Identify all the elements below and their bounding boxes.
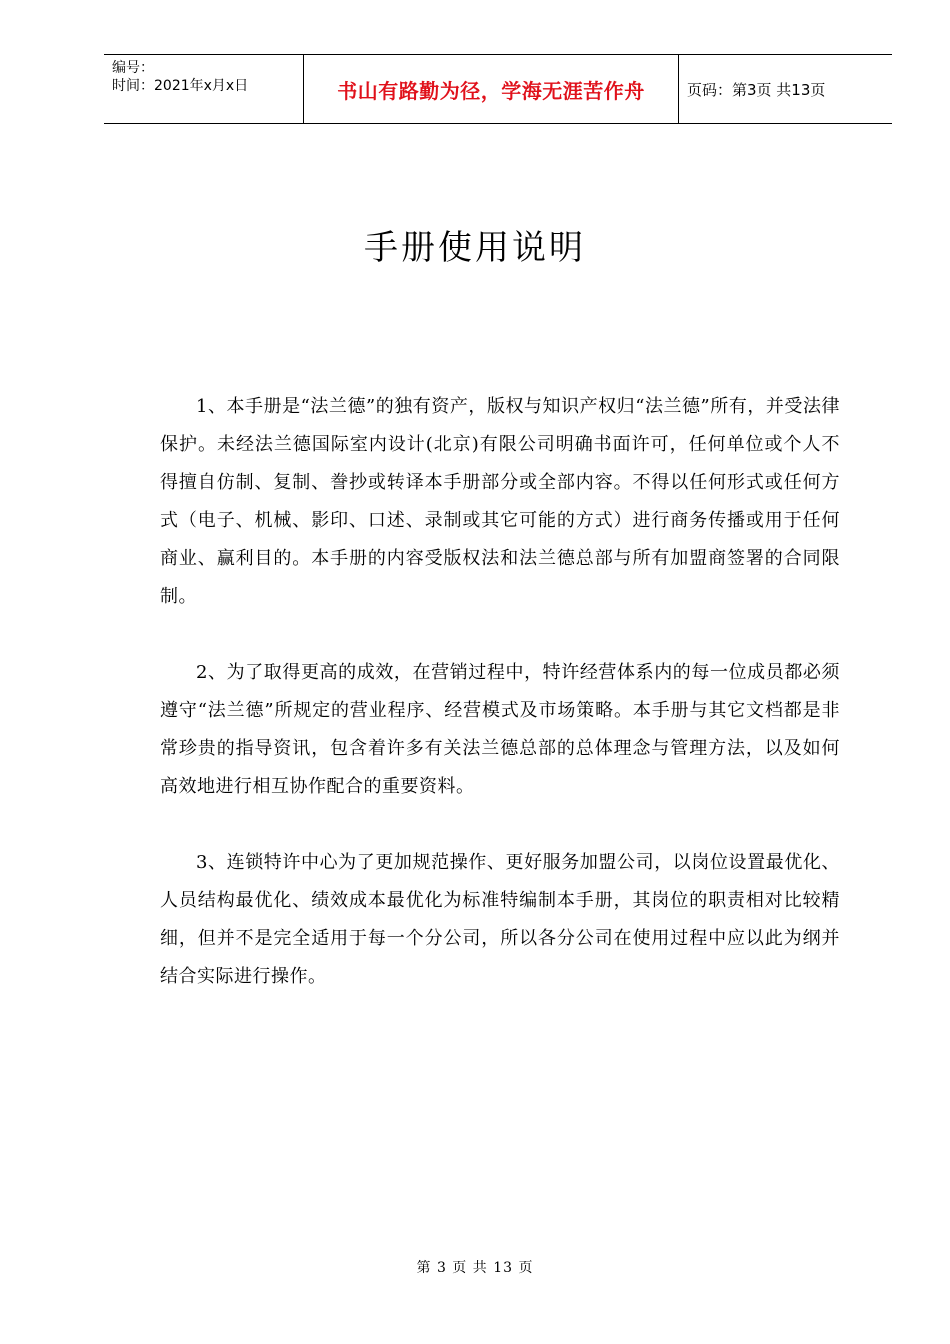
page-title: 手册使用说明 [364, 228, 586, 268]
document-number-label: 编号： [112, 60, 154, 76]
page-header [104, 54, 892, 124]
paragraph-1: 1、本手册是“法兰德”的独有资产，版权与知识产权归“法兰德”所有，并受法律保护。未经法兰德国际室内设计(北京)有限公司明确书面许可，任何单位或个人不得擅自仿制、复制、誊抄或转译本手册部分或全部内容。不得以任何形式或任何方式（电子、机械、影印、口述、录制或其它可能的方式）进行商务传播或用于任何商业、赢利目的。本手册的内容受版权法和法兰德总部与所有加盟商签署的合同限制。 [160, 396, 840, 607]
paragraph-3: 3、连锁特许中心为了更加规范操作、更好服务加盟公司，以岗位设置最优化、人员结构最优化、绩效成本最优化为标准特编制本手册，其岗位的职责相对比较精细，但并不是完全适用于每一个分公司，所以各分公司在使用过程中应以此为纲并结合实际进行操作。 [160, 852, 840, 987]
paragraph-2: 2、为了取得更高的成效，在营销过程中，特许经营体系内的每一位成员都必须遵守“法兰德”所规定的营业程序、经营模式及市场策略。本手册与其它文档都是非常珍贵的指导资讯，包含着许多有关法兰德总部的总体理念与管理方法，以及如何高效地进行相互协作配合的重要资料。 [160, 662, 840, 797]
header-motto: 书山有路勤为径，学海无涯苦作舟 [304, 55, 679, 123]
header-meta [104, 55, 304, 123]
header-page-number: 页码：第3页 共13页 [687, 80, 826, 99]
document-date-label: 时间：2021年x月x日 [112, 78, 249, 94]
document-body [160, 388, 840, 1034]
page-footer: 第 3 页 共 13 页 [416, 1260, 534, 1276]
